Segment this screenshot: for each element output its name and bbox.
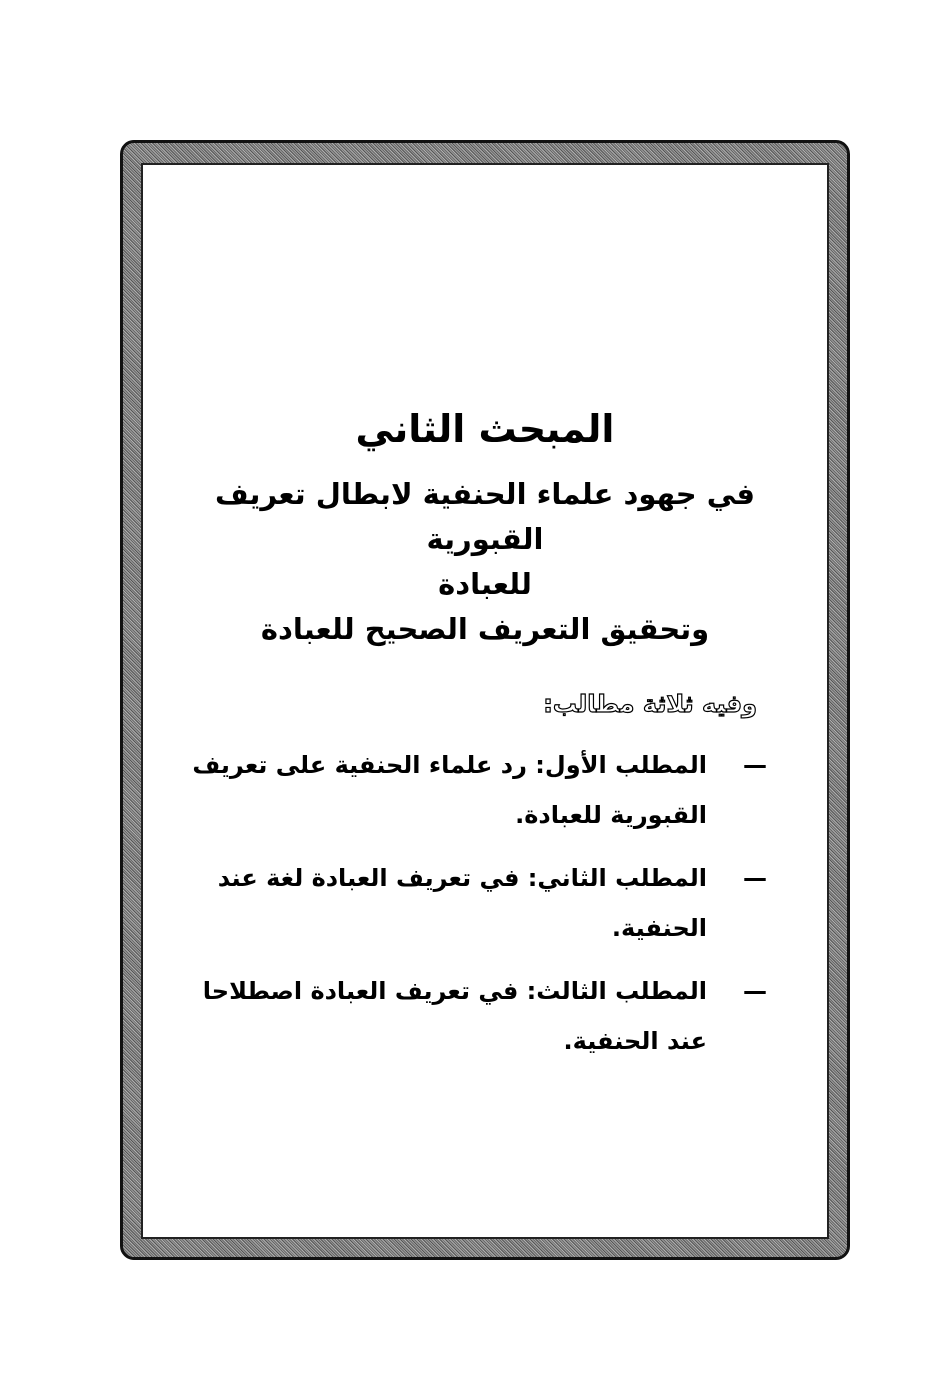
intro-text: وفيه ثلاثة مطالب:	[543, 689, 757, 718]
list-item	[173, 853, 767, 954]
page-border-frame	[120, 140, 850, 1260]
list-item	[173, 740, 767, 841]
dash-marker: —	[743, 750, 767, 779]
chapter-content	[143, 403, 827, 1078]
list-item-text: المطلب الثاني: في تعريف العبادة لغة عند الحنفية.	[217, 863, 707, 943]
topics-list	[143, 740, 827, 1066]
dash-marker: —	[743, 863, 767, 892]
list-item-text: المطلب الثالث: في تعريف العبادة اصطلاحا عند الحنفية.	[202, 976, 707, 1055]
subtitle-line-2: للعبادة	[438, 567, 532, 602]
page-inner-panel	[141, 163, 829, 1239]
section-title: المبحث الثاني	[355, 407, 615, 451]
subtitle-line-1: في جهود علماء الحنفية لابطال تعريف القبورية	[214, 477, 756, 557]
list-item	[173, 966, 767, 1067]
subtitle-line-3: وتحقيق التعريف الصحيح للعبادة	[260, 612, 710, 646]
list-item-text: المطلب الأول: رد علماء الحنفية على تعريف القبورية للعبادة.	[192, 750, 707, 830]
dash-marker: —	[743, 976, 767, 1005]
